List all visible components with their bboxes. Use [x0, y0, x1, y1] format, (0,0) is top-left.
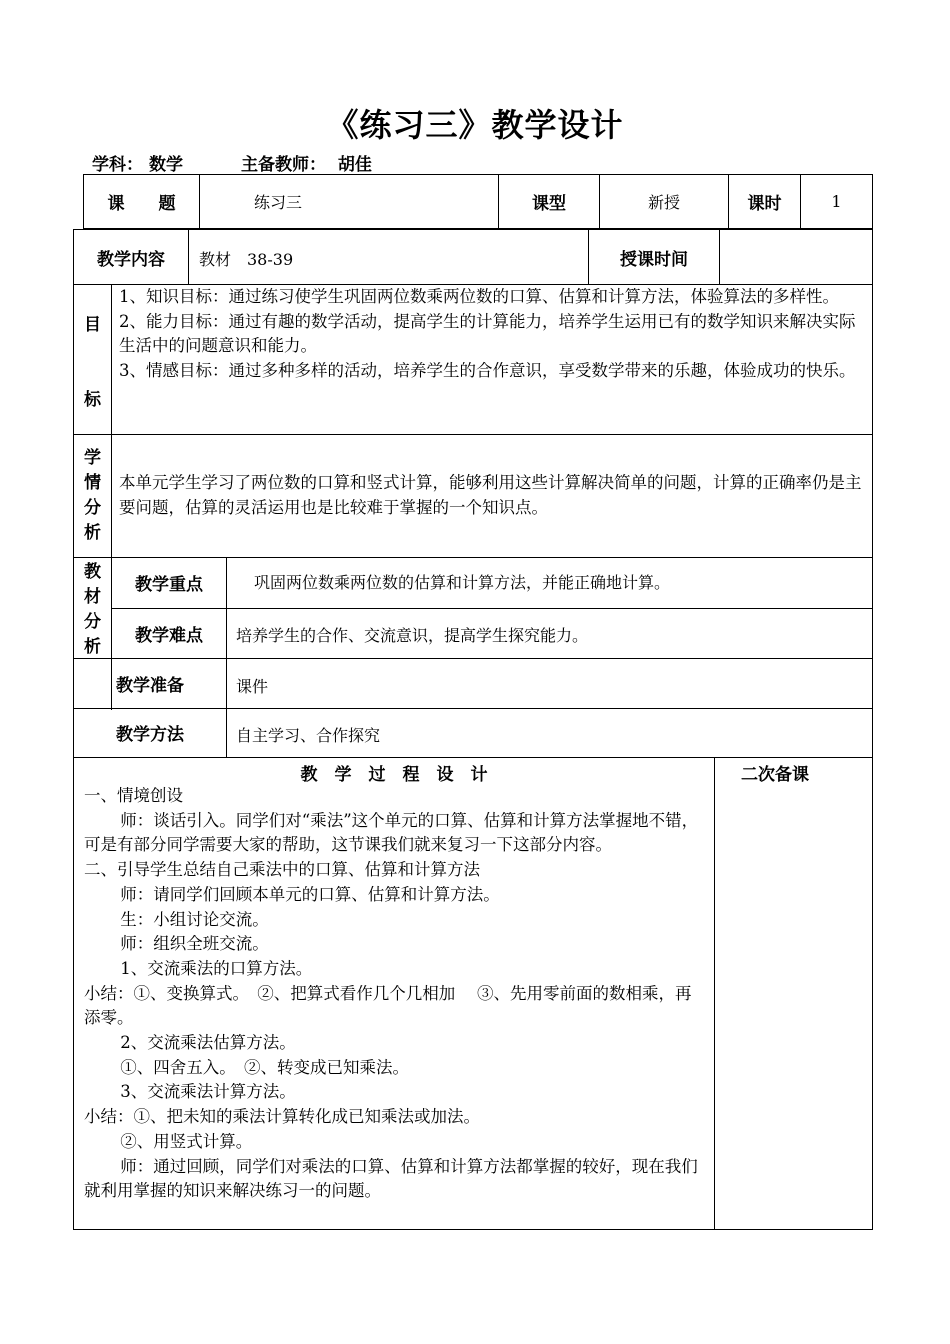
process-line: 2、交流乘法估算方法。 — [120, 1033, 296, 1053]
row-topic — [83, 174, 873, 229]
subject-value: 数学 — [149, 155, 183, 175]
prep-label: 教学准备 — [116, 675, 184, 696]
goal-item: 2、能力目标：通过有趣的数学活动，提高学生的计算能力，培养学生运用已有的数学知识来解决实际生活中的问题意识和能力。 — [119, 311, 856, 355]
process-line: ①、四舍五入。 ②、转变成已知乘法。 — [120, 1057, 410, 1077]
goal-item: 1、知识目标：通过练习使学生巩固两位数乘两位数的口算、估算和计算方法，体验算法的多样性。 — [119, 287, 839, 306]
process-line: 师：谈话引入。同学们对“乘法”这个单元的口算、估算和计算方法掌握地不错，可是有部分同学需要大家的帮助，这节课我们就来复习一下这部分内容。 — [84, 810, 699, 855]
analysis-label: 学 情 分 析 — [84, 448, 101, 543]
process-line: 生：小组讨论交流。 — [120, 909, 269, 929]
process-line: ②、用竖式计算。 — [120, 1131, 253, 1151]
key-point-label: 教学重点 — [135, 575, 203, 595]
doc-meta — [92, 150, 378, 175]
goals-label-bottom: 标 — [84, 390, 101, 410]
process-header: 教 学 过 程 设 计 — [300, 765, 488, 785]
goals-list — [119, 285, 867, 383]
process-line: 师：组织全班交流。 — [120, 934, 269, 954]
content-label: 教学内容 — [97, 249, 165, 270]
difficulty-value: 培养学生的合作、交流意识，提高学生探究能力。 — [236, 626, 589, 645]
analysis-text: 本单元学生学习了两位数的口算和竖式计算，能够利用这些计算解决简单的问题，计算的正确率仍是主要问题，估算的灵活运用也是比较难于掌握的一个知识点。 — [119, 473, 862, 517]
process-line: 师：通过回顾，同学们对乘法的口算、估算和计算方法都掌握的较好，现在我们就利用掌握的知识来解决练习一的问题。 — [84, 1156, 698, 1201]
method-label: 教学方法 — [116, 725, 184, 745]
goal-item: 3、情感目标：通过多种多样的活动，培养学生的合作意识，享受数学带来的乐趣，体验成功的快乐。 — [119, 360, 856, 380]
second-prep-header: 二次备课 — [741, 765, 809, 785]
teacher-value: 胡佳 — [337, 155, 372, 175]
difficulty-label: 教学难点 — [135, 625, 203, 646]
key-point-value: 巩固两位数乘两位数的估算和计算方法，并能正确地计算。 — [254, 573, 671, 592]
goals-label-top: 目 — [84, 315, 101, 335]
process-line: 1、交流乘法的口算方法。 — [120, 958, 313, 978]
subject-label: 学科： — [92, 155, 143, 175]
lesson-table — [73, 229, 873, 1230]
process-line: 3、交流乘法计算方法。 — [120, 1082, 296, 1102]
method-value: 自主学习、合作探究 — [236, 726, 381, 745]
prep-value: 课件 — [236, 677, 269, 696]
topic-label: 课 题 — [107, 194, 176, 214]
time-label: 授课时间 — [620, 249, 688, 270]
process-line: 一、情境创设 — [84, 786, 183, 805]
document-title: 《练习三》教学设计 — [326, 106, 624, 144]
hours-label: 课时 — [747, 194, 782, 214]
process-body — [84, 784, 706, 1204]
teacher-label: 主备教师： — [241, 155, 326, 175]
process-line: 师：请同学们回顾本单元的口算、估算和计算方法。 — [120, 884, 500, 904]
topic-value: 练习三 — [254, 193, 303, 212]
process-line: 小结：①、把未知的乘法计算转化成已知乘法或加法。 — [84, 1107, 480, 1127]
content-value: 教材 38-39 — [199, 250, 294, 269]
material-label: 教 材 分 析 — [84, 562, 101, 657]
type-label: 课型 — [532, 194, 566, 214]
hours-value: 1 — [831, 192, 842, 211]
process-line: 小结：①、变换算式。 ②、把算式看作几个几相加 ③、先用零前面的数相乘，再添零。 — [84, 983, 692, 1028]
type-value: 新授 — [647, 193, 680, 212]
process-line: 二、引导学生总结自己乘法中的口算、估算和计算方法 — [84, 860, 480, 880]
